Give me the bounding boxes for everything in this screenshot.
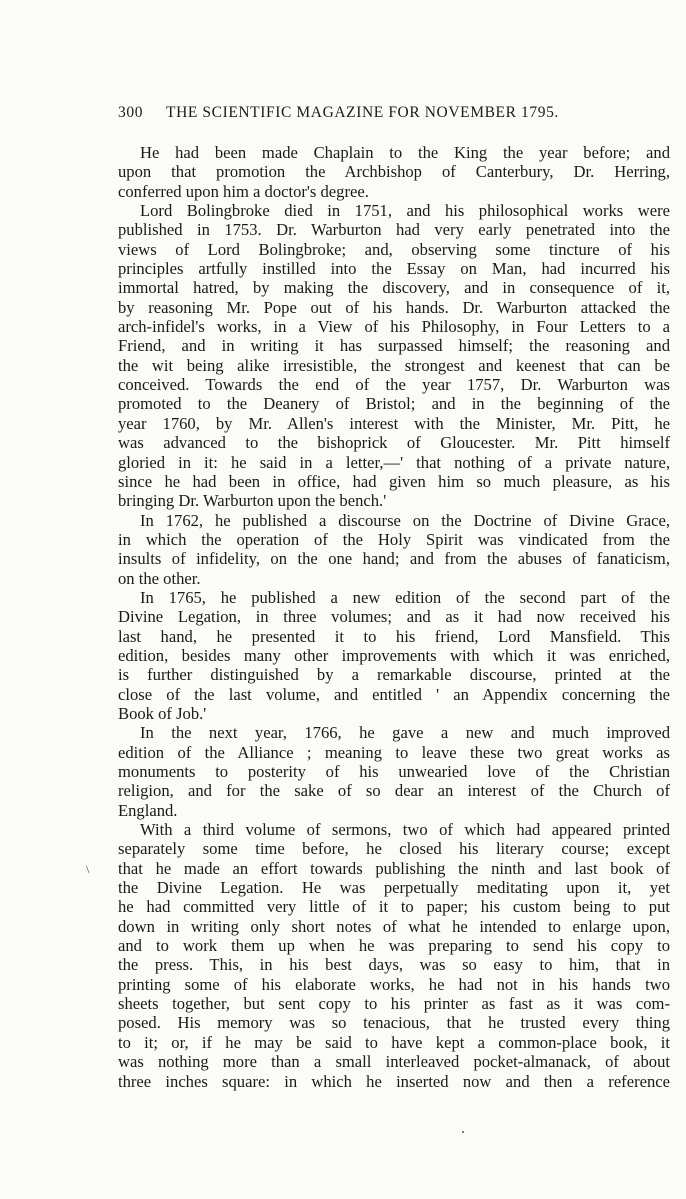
text-line: monuments to posterity of his unwearied love of the Christian xyxy=(118,762,670,781)
text-line: conferred upon him a doctor's degree. xyxy=(118,181,369,201)
text-line: gloried in it: he said in a letter,—' that nothing of a private nature, xyxy=(118,452,670,472)
header-title: THE SCIENTIFIC MAGAZINE FOR NOVEMBER 1795. xyxy=(166,104,559,121)
text-line: In 1765, he published a new edition of the second part of the xyxy=(140,587,670,607)
text-line: on the other. xyxy=(118,568,201,588)
margin-mark: \ xyxy=(86,862,90,876)
text-line: was advanced to the bishoprick of Gloucester. Mr. Pitt himself xyxy=(118,433,670,453)
text-line: insults of infidelity, on the one hand; and from the abuses of fanaticism, xyxy=(118,549,670,569)
text-line: Divine Legation, in three volumes; and as it had now received his xyxy=(118,607,670,627)
text-line: bringing Dr. Warburton upon the bench.' xyxy=(118,491,387,511)
text-line: the Divine Legation. He was perpetually meditating upon it, yet xyxy=(118,878,670,898)
text-line: England. xyxy=(118,800,178,820)
text-line: since he had been in office, had given him so much pleasure, as his xyxy=(118,471,670,491)
text-line: separately some time before, he closed his literary course; except xyxy=(118,839,670,859)
text-line: and to work them up when he was preparing to send his copy to xyxy=(118,936,670,956)
text-line: religion, and for the sake of so dear an interest of the Church of xyxy=(118,781,670,801)
text-line: edition of the Alliance ; meaning to leave these two great works as xyxy=(118,742,670,762)
text-line: views of Lord Bolingbroke; and, observing some tincture of his xyxy=(118,239,670,259)
text-line: sheets together, but sent copy to his printer as fast as it was com- xyxy=(118,994,670,1014)
text-line: arch-infidel's works, in a View of his Philosophy, in Four Letters to a xyxy=(118,317,670,337)
text-line: In 1762, he published a discourse on the Doctrine of Divine Grace, xyxy=(140,510,670,530)
text-line: In the next year, 1766, he gave a new and much improved xyxy=(140,723,670,743)
body-text xyxy=(118,143,670,1091)
text-line: principles artfully instilled into the Essay on Man, had incurred his xyxy=(118,259,670,279)
text-line: is further distinguished by a remarkable discourse, printed at the xyxy=(118,665,670,685)
text-line: immortal hatred, by making the discovery, and in consequence of it, xyxy=(118,278,670,298)
text-line: the wit being alike irresistible, the strongest and keenest that can be xyxy=(118,355,670,375)
text-line: three inches square: in which he inserted now and then a reference xyxy=(118,1071,670,1091)
text-line: posed. His memory was so tenacious, that he trusted every thing xyxy=(118,1013,670,1033)
text-line: Friend, and in writing it has surpassed himself; the reasoning and xyxy=(118,336,670,356)
text-line: close of the last volume, and entitled ' an Appendix concerning the xyxy=(118,684,670,704)
text-line: printing some of his elaborate works, he had not in his hands two xyxy=(118,974,670,994)
text-line: that he made an effort towards publishing the ninth and last book of xyxy=(118,858,670,878)
text-line: conceived. Towards the end of the year 1757, Dr. Warburton was xyxy=(118,375,670,395)
text-line: Lord Bolingbroke died in 1751, and his philosophical works were xyxy=(140,201,670,221)
page-speck xyxy=(462,1131,464,1133)
text-line: last hand, he presented it to his friend, Lord Mansfield. This xyxy=(118,626,670,646)
text-line: published in 1753. Dr. Warburton had very early penetrated into the xyxy=(118,220,670,240)
text-line: upon that promotion the Archbishop of Canterbury, Dr. Herring, xyxy=(118,162,670,182)
text-line: the press. This, in his best days, was so easy to him, that in xyxy=(118,955,670,975)
text-line: edition, besides many other improvements with which it was enriched, xyxy=(118,645,670,665)
article-text xyxy=(118,143,670,1091)
text-line: was nothing more than a small interleaved pocket-almanack, of about xyxy=(118,1052,670,1072)
text-line: With a third volume of sermons, two of which had appeared printed xyxy=(140,820,670,840)
text-line: he had committed very little of it to paper; his custom being to put xyxy=(118,897,670,917)
page-number: 300 xyxy=(118,104,144,121)
text-line: He had been made Chaplain to the King the year before; and xyxy=(140,143,670,162)
text-line: promoted to the Deanery of Bristol; and in the beginning of the xyxy=(118,394,670,414)
text-line: year 1760, by Mr. Allen's interest with the Minister, Mr. Pitt, he xyxy=(118,413,670,433)
text-line: to it; or, if he may be said to have kept a common-place book, it xyxy=(118,1032,670,1052)
text-line: Book of Job.' xyxy=(118,703,207,723)
text-line: by reasoning Mr. Pope out of his hands. Dr. Warburton attacked the xyxy=(118,297,670,317)
text-line: down in writing only short notes of what he intended to enlarge upon, xyxy=(118,916,670,936)
text-line: in which the operation of the Holy Spirit was vindicated from the xyxy=(118,529,670,549)
running-header xyxy=(118,104,670,128)
